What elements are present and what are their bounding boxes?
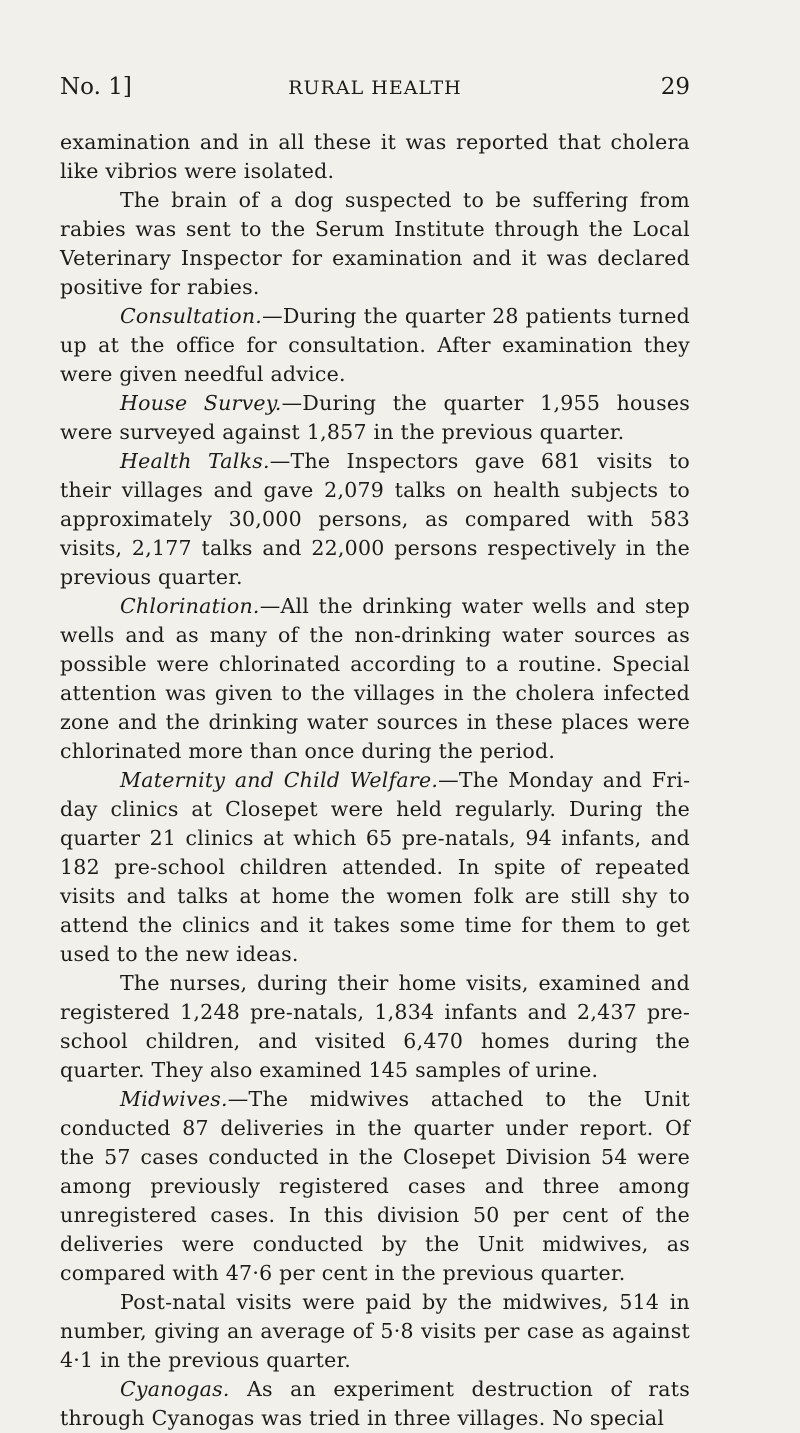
paragraph-chlorination-heading: Chlorination. [120, 594, 260, 618]
paragraph-midwives [60, 1085, 690, 1288]
paragraph-chlorination [60, 592, 690, 766]
paragraph-1 [60, 128, 690, 186]
paragraph-health-talks [60, 447, 690, 592]
paragraph-house-survey [60, 389, 690, 447]
paragraph-consultation-heading: Consultation. [120, 304, 263, 328]
running-header [60, 74, 690, 110]
paragraph-nurses [60, 969, 690, 1085]
paragraph-health-talks-heading: Health Talks. [120, 449, 270, 473]
body-text [60, 128, 690, 1433]
paragraph-midwives-heading: Midwives. [120, 1087, 228, 1111]
paragraph-midwives-body: —The midwives attached to the Unit conducted 87 deliveries in the quarter under report. Of the 57 cases conducted in the Closepet Division 54 were among previously registered cases and three among unregistered cases. In this division 50 per cent of the deliveries were conducted by the Unit midwives, as compared with 47·6 per cent in the previous quarter. [60, 1087, 690, 1285]
paragraph-health-talks-body: —The Inspectors gave 681 visits to their villages and gave 2,079 talks on health subjects to approximately 30,000 persons, as compared with 583 visits, 2,177 talks and 22,000 persons respectively in the previous quarter. [60, 449, 690, 589]
paragraph-consultation-body: —During the quarter 28 patients turned up at the office for consultation. After examination they were given needful advice. [60, 304, 690, 386]
paragraph-chlorination-body: —All the drinking water wells and step wells and as many of the non-drinking water sources as possible were chlorinated according to a routine. Special attention was given to the villages in the cholera infected zone and the drinking water sources in these places were chlorinated more than once during the period. [60, 594, 690, 763]
paragraph-post-natal-body: Post-natal visits were paid by the midwives, 514 in number, giving an average of 5·8 visits per case as against 4·1 in the previous quarter. [60, 1290, 690, 1372]
paragraph-consultation [60, 302, 690, 389]
paragraph-house-survey-heading: House Survey. [120, 391, 282, 415]
paragraph-maternity [60, 766, 690, 969]
paragraph-house-survey-body: —During the quarter 1,955 houses were surveyed against 1,857 in the previous quarter. [60, 391, 690, 444]
paragraph-2 [60, 186, 690, 302]
issue-number: No. 1] [60, 74, 132, 100]
page-number: 29 [660, 74, 690, 100]
paragraph-nurses-body: The nurses, during their home visits, examined and registered 1,248 pre-natals, 1,834 infants and 2,437 pre-school children, and visited 6,470 homes during the quarter. They also examined 145 samples of urine. [60, 971, 690, 1082]
paragraph-cyanogas-body: As an experiment destruction of rats through Cyanogas was tried in three villages. No special [60, 1377, 690, 1430]
paragraph-cyanogas [60, 1375, 690, 1433]
paragraph-maternity-body: —The Monday and Friday clinics at Closepet were held regularly. During the quarter 21 clinics at which 65 pre-natals, 94 infants, and 182 pre-school children attended. In spite of repeated visits and talks at home the women folk are still shy to attend the clinics and it takes some time for them to get used to the new ideas. [60, 768, 690, 966]
paragraph-2-body: The brain of a dog suspected to be suffering from rabies was sent to the Serum Institute through the Local Veterinary Inspector for examination and it was declared positive for rabies. [60, 188, 690, 299]
running-title: RURAL HEALTH [288, 77, 462, 99]
paragraph-maternity-heading: Maternity and Child Welfare. [120, 768, 439, 792]
paragraph-cyanogas-heading: Cyanogas. [120, 1377, 230, 1401]
paragraph-post-natal [60, 1288, 690, 1375]
paragraph-1-body: examination and in all these it was reported that cholera like vibrios were isolated. [60, 130, 690, 183]
